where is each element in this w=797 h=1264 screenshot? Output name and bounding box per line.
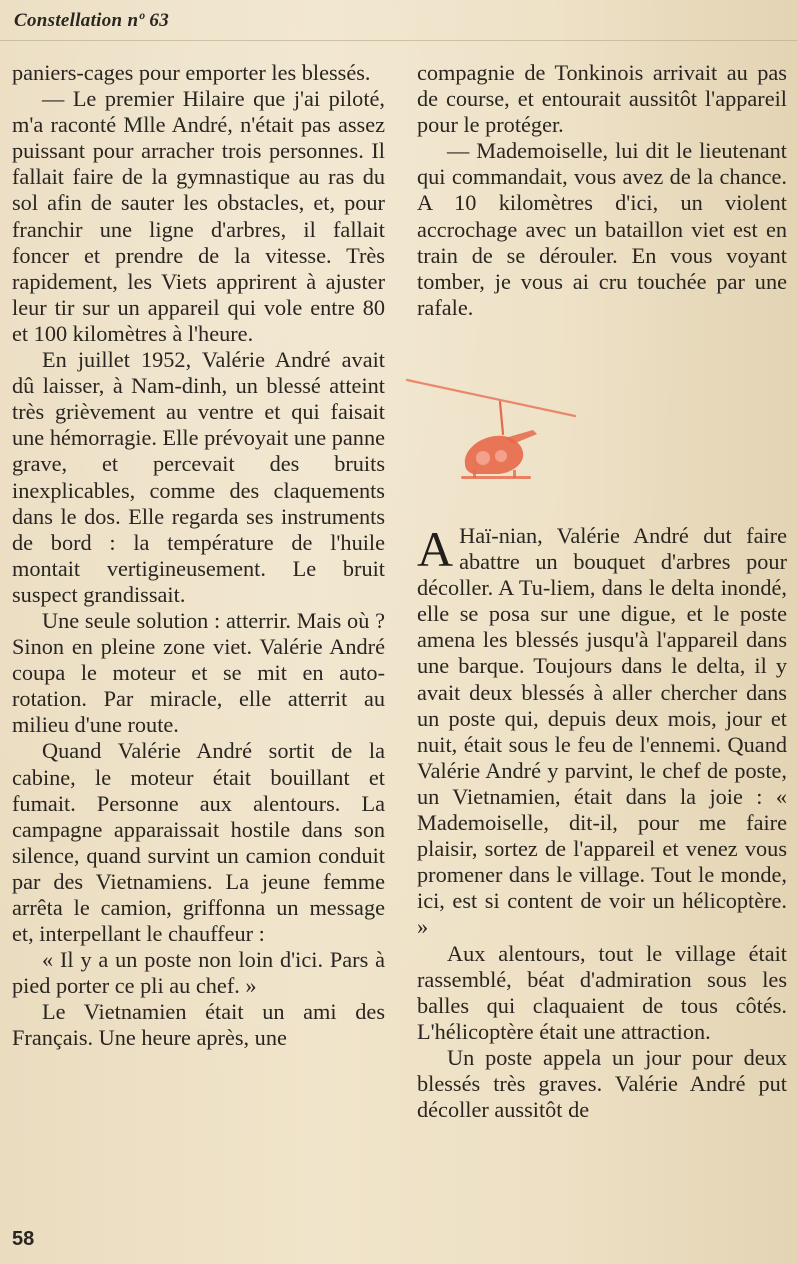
paragraph: — Le premier Hilaire que j'ai piloté, m'a raconté Mlle André, n'était pas assez puissant pour arracher trois personnes. Il fallait faire de la gymnastique au ras du sol afin de sauter les obstacles, et, pour franchir une ligne d'arbres, il fallait foncer et prendre de la vitesse. Très rapidement, les Viets apprirent à ajuster leur tir sur un appareil qui vole entre 80 et 100 kilomètres à l'heure. [12, 86, 385, 346]
paragraph: — Mademoiselle, lui dit le lieutenant qui commandait, vous avez de la chance. A 10 kilomètres d'ici, un violent accrochage avec un bataillon viet est en train de se dérouler. En vous voyant tomber, je vous ai cru touchée par une rafale. [417, 138, 787, 320]
page-number: 58 [12, 1228, 35, 1250]
paragraph: En juillet 1952, Valérie André avait dû laisser, à Nam-dinh, un blessé atteint très grièvement au ventre et qui faisait une hémorragie. Elle prévoyait une panne grave, et percevait des bruits inexplicables, comme des claquements dans le dos. Elle regarda ses instruments de bord : la température de l'huile montait vertigineusement. Le bruit suspect grandissait. [12, 347, 385, 607]
paragraph: Une seule solution : atterrir. Mais où ? Sinon en pleine zone viet. Valérie André coupa le moteur et se mit en auto-rotation. Par miracle, elle atterrit au milieu d'une route. [12, 607, 385, 738]
drop-cap: A [417, 521, 454, 577]
paragraph: Quand Valérie André sortit de la cabine, le moteur était bouillant et fumait. Personne aux alentours. La campagne apparaissait hostile dans son silence, quand survint un camion conduit par des Vietnamiens. La jeune femme arrêta le camion, griffonna un message et, interpellant le chauffeur : [12, 738, 385, 947]
header-rule [0, 40, 797, 41]
paragraph: paniers-cages pour emporter les blessés. [12, 60, 371, 85]
left-column [12, 60, 385, 1052]
right-column-top [417, 60, 787, 321]
paragraph: compagnie de Tonkinois arrivait au pas de course, et entourait aussitôt l'appareil pour le protéger. [417, 60, 787, 138]
right-column-bottom [417, 523, 787, 1123]
running-header: Constellation nº 63 [14, 10, 169, 31]
paragraph: « Il y a un poste non loin d'ici. Pars à pied porter ce pli au chef. » [12, 947, 385, 999]
helicopter-icon [405, 372, 585, 492]
paragraph [417, 523, 787, 941]
paragraph-text: Haï-nian, Valérie André dut faire abattre un bouquet d'arbres pour décoller. A Tu-liem, dans le delta inondé, elle se posa sur une digue, et le poste amena les blessés jusqu'à l'appareil dans une barque. Toujours dans le delta, il y avait deux blessés à aller chercher dans un poste qui, depuis deux mois, jour et nuit, était sous le feu de l'ennemi. Quand Valérie André y parvint, le chef de poste, un Vietnamien, était dans la joie : « Mademoiselle, dit-il, pour me faire plaisir, sortez de l'appareil et venez vous promener dans le village. Tout le monde, ici, est si content de voir un hélicoptère. » [417, 523, 787, 940]
paragraph: Un poste appela un jour pour deux blessés très graves. Valérie André put décoller aussitôt de [417, 1044, 787, 1123]
paragraph: Le Vietnamien était un ami des Français. Une heure après, une [12, 999, 385, 1051]
paragraph: Aux alentours, tout le village était rassemblé, béat d'admiration sous les balles qui claquaient de tous côtés. L'hélicoptère était une attraction. [417, 940, 787, 1044]
